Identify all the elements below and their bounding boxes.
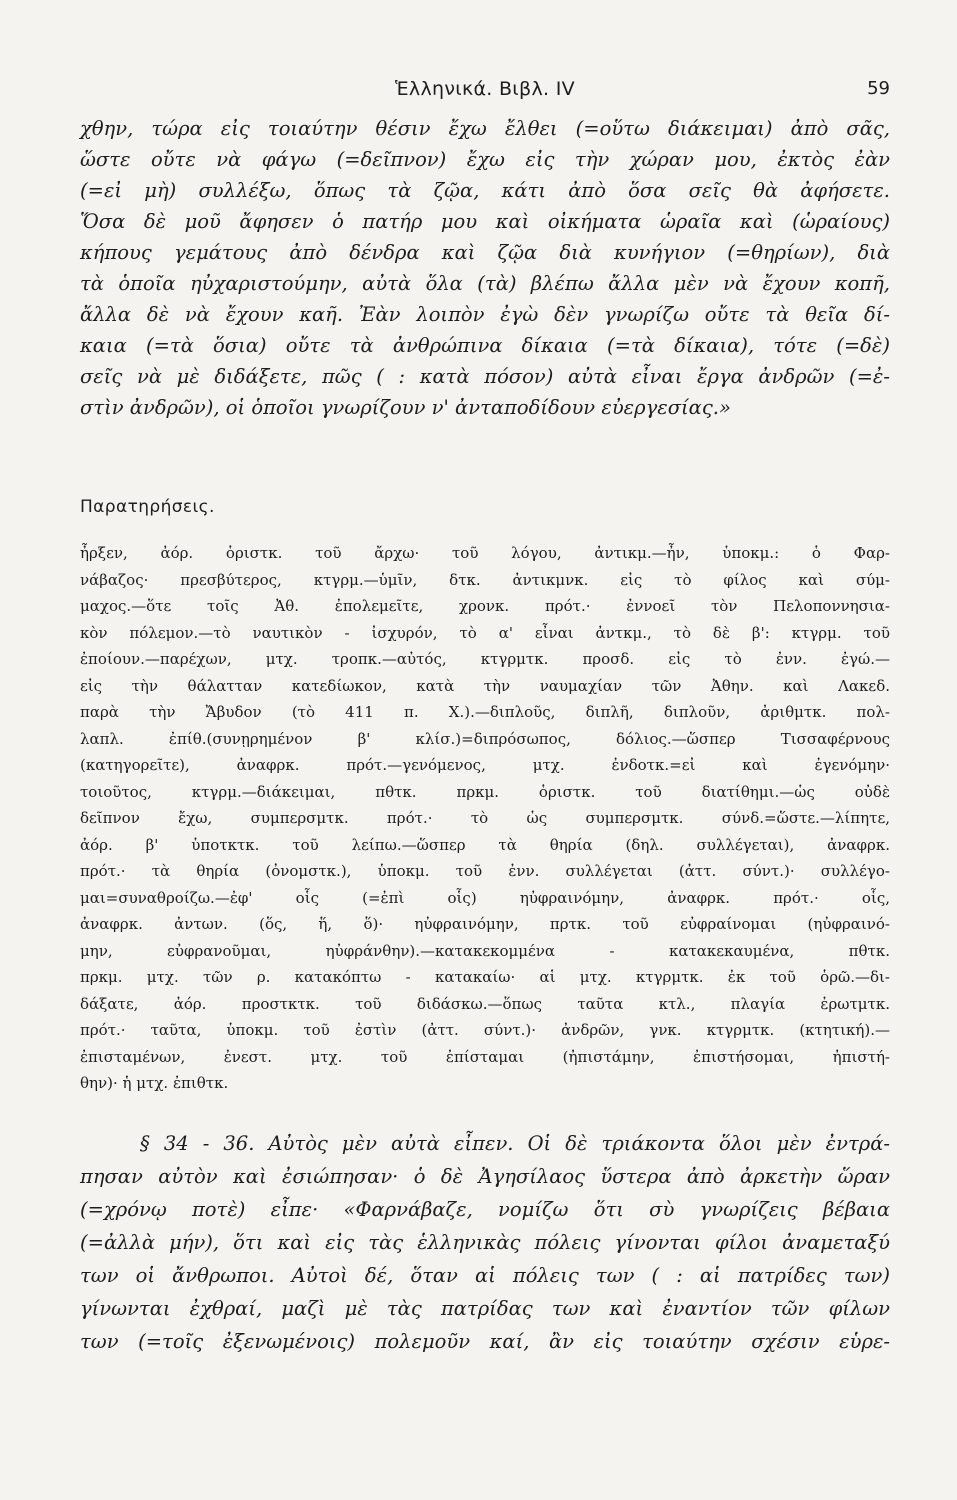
note-line: δάξατε, ἀόρ. προστκτκ. τοῦ διδάσκω.—ὅπως ταῦτα κτλ., πλαγία ἐρωτμτκ. — [80, 994, 890, 1013]
note-line: ἐπισταμένων, ἐνεστ. μτχ. τοῦ ἐπίσταμαι (ἠπιστάμην, ἐπιστήσομαι, ἠπιστή- — [80, 1047, 890, 1066]
note-line: εἰς τὴν θάλατταν κατεδίωκον, κατὰ τὴν ναυμαχίαν τῶν Ἀθην. καὶ Λακεδ. — [80, 676, 890, 695]
text-line: καια (=τὰ ὅσια) οὔτε τὰ ἀνθρώπινα δίκαια (=τὰ δίκαια), τότε (=δὲ) — [80, 334, 890, 357]
section-line: πησαν αὐτὸν καὶ ἐσιώπησαν· ὁ δὲ Ἀγησίλαος ὕστερα ἀπὸ ἀρκετὴν ὥραν — [80, 1165, 890, 1188]
text-line: σεῖς νὰ μὲ διδάξετε, πῶς ( : κατὰ πόσον) αὐτὰ εἶναι ἔργα ἀνδρῶν (=ἐ- — [80, 365, 890, 388]
page-header — [80, 78, 890, 102]
text-line: κήπους γεμάτους ἀπὸ δένδρα καὶ ζῷα διὰ κυνήγιον (=θηρίων), διὰ — [80, 241, 890, 264]
remarks-heading: Παρατηρήσεις. — [80, 497, 215, 517]
main-text-block — [80, 113, 890, 423]
note-line: κὸν πόλεμον.—τὸ ναυτικὸν - ἰσχυρόν, τὸ α' εἶναι ἀντκμ., τὸ δὲ β': κτγρμ. τοῦ — [80, 623, 890, 642]
section-line: § 34 - 36. Αὐτὸς μὲν αὐτὰ εἶπεν. Οἱ δὲ τριάκοντα ὅλοι μὲν ἐντρά- — [140, 1132, 890, 1155]
text-line: ἄλλα δὲ νὰ ἔχουν καῆ. Ἐὰν λοιπὸν ἐγὼ δὲν γνωρίζω οὔτε τὰ θεῖα δί- — [80, 303, 890, 326]
text-line: στὶν ἀνδρῶν), οἱ ὁποῖοι γνωρίζουν ν' ἀνταποδίδουν εὐεργεσίας.» — [80, 396, 731, 419]
note-line: μαι=συναθροίζω.—ἐφ' οἷς (=ἐπὶ οἷς) ηὐφραινόμην, ἀναφρκ. πρότ.· οἷς, — [80, 888, 890, 907]
note-line: πρότ.· τὰ θηρία (ὀνομστκ.), ὑποκμ. τοῦ ἐνν. συλλέγεται (ἀττ. σύντ.)· συλλέγο- — [80, 862, 890, 880]
note-line: ἦρξεν, ἀόρ. ὁριστκ. τοῦ ἄρχω· τοῦ λόγου, ἀντικμ.—ἦν, ὑποκμ.: ὁ Φαρ- — [80, 544, 890, 562]
notes-block — [80, 540, 890, 1097]
section-line: (=χρόνῳ ποτὲ) εἶπε· «Φαρνάβαζε, νομίζω ὅτι σὺ γνωρίζεις βέβαια — [80, 1198, 890, 1221]
text-line: τὰ ὁποῖα ηὐχαριστούμην, αὐτὰ ὅλα (τὰ) βλέπω ἄλλα μὲν νὰ ἔχουν κοπῆ, — [80, 272, 890, 295]
note-line: λαπλ. ἐπίθ.(συνῃρημένον β' κλίσ.)=διπρόσωπος, δόλιος.—ὥσπερ Τισσαφέρνους — [80, 729, 890, 748]
text-line: χθην, τώρα εἰς τοιαύτην θέσιν ἔχω ἔλθει (=οὕτω διάκειμαι) ἀπὸ σᾶς, — [80, 117, 890, 140]
note-line: πρότ.· ταῦτα, ὑποκμ. τοῦ ἐστὶν (ἀττ. σύντ.)· ἀνδρῶν, γνκ. κτγρμτκ. (κτητική).— — [80, 1021, 890, 1039]
note-line: θην)· ἡ μτχ. ἐπιθτκ. — [80, 1074, 229, 1092]
note-line: νάβαζος· πρεσβύτερος, κτγρμ.—ὑμῖν, δτκ. ἀντικμνκ. εἰς τὸ φίλος καὶ σύμ- — [80, 570, 890, 589]
section-34-36-text — [80, 1127, 890, 1358]
note-line: ἀναφρκ. ἀντων. (ὅς, ἥ, ὅ)· ηὐφραινόμην, πρτκ. τοῦ εὐφραίνομαι (ηὐφραινό- — [80, 915, 890, 933]
page-number: 59 — [867, 78, 890, 99]
note-line: μαχος.—ὅτε τοῖς Ἀθ. ἐπολεμεῖτε, χρονκ. πρότ.· ἐννοεῖ τὸν Πελοποννησια- — [80, 597, 890, 615]
text-line: Ὅσα δὲ μοῦ ἄφησεν ὁ πατήρ μου καὶ οἰκήματα ὡραῖα καὶ (ὡραίους) — [80, 210, 890, 233]
note-line: ἐποίουν.—παρέχων, μτχ. τροπκ.—αὐτός, κτγρμτκ. προσδ. εἰς τὸ ἐνν. ἐγώ.— — [80, 650, 890, 668]
section-line: των οἱ ἄνθρωποι. Αὐτοὶ δέ, ὅταν αἱ πόλεις των ( : αἱ πατρίδες των) — [80, 1264, 890, 1287]
note-line: (κατηγορεῖτε), ἀναφρκ. πρότ.—γενόμενος, μτχ. ἐνδοτκ.=εἰ καὶ ἐγενόμην· — [80, 756, 890, 774]
running-title: Ἑλληνικά. Βιβλ. IV — [395, 78, 575, 100]
section-line: γίνωνται ἐχθραί, μαζὶ μὲ τὰς πατρίδας των καὶ ἐναντίον τῶν φίλων — [80, 1297, 890, 1320]
text-line: ὥστε οὔτε νὰ φάγω (=δεῖπνον) ἔχω εἰς τὴν χώραν μου, ἐκτὸς ἐὰν — [80, 148, 890, 171]
section-line: των (=τοῖς ἐξενωμένοις) πολεμοῦν καί, ἂν εἰς τοιαύτην σχέσιν εὑρε- — [80, 1330, 890, 1353]
note-line: τοιοῦτος, κτγρμ.—διάκειμαι, πθτκ. πρκμ. ὁριστκ. τοῦ διατίθημι.—ὡς οὐδὲ — [80, 782, 890, 801]
note-line: πρκμ. μτχ. τῶν ρ. κατακόπτω - κατακαίω· αἱ μτχ. κτγρμτκ. ἐκ τοῦ ὁρῶ.—δι- — [80, 968, 890, 986]
note-line: ἀόρ. β' ὑποτκτκ. τοῦ λείπω.—ὥσπερ τὰ θηρία (δηλ. συλλέγεται), ἀναφρκ. — [80, 835, 890, 854]
note-line: παρὰ τὴν Ἄβυδον (τὸ 411 π. Χ.).—διπλοῦς, διπλῆ, διπλοῦν, ἀριθμτκ. πολ- — [80, 703, 890, 721]
text-line: (=εἰ μὴ) συλλέξω, ὅπως τὰ ζῷα, κάτι ἀπὸ ὅσα σεῖς θὰ ἀφήσετε. — [80, 179, 890, 202]
note-line: μην, εὐφρανοῦμαι, ηὐφράνθην).—κατακεκομμένα - κατακεκαυμένα, πθτκ. — [80, 941, 890, 960]
note-line: δεῖπνον ἔχω, συμπερσμτκ. πρότ.· τὸ ὡς συμπερσμτκ. σύνδ.=ὥστε.—λίπητε, — [80, 809, 890, 827]
section-line: (=ἀλλὰ μήν), ὅτι καὶ εἰς τὰς ἑλληνικὰς πόλεις γίνονται φίλοι ἀναμεταξύ — [80, 1231, 890, 1254]
